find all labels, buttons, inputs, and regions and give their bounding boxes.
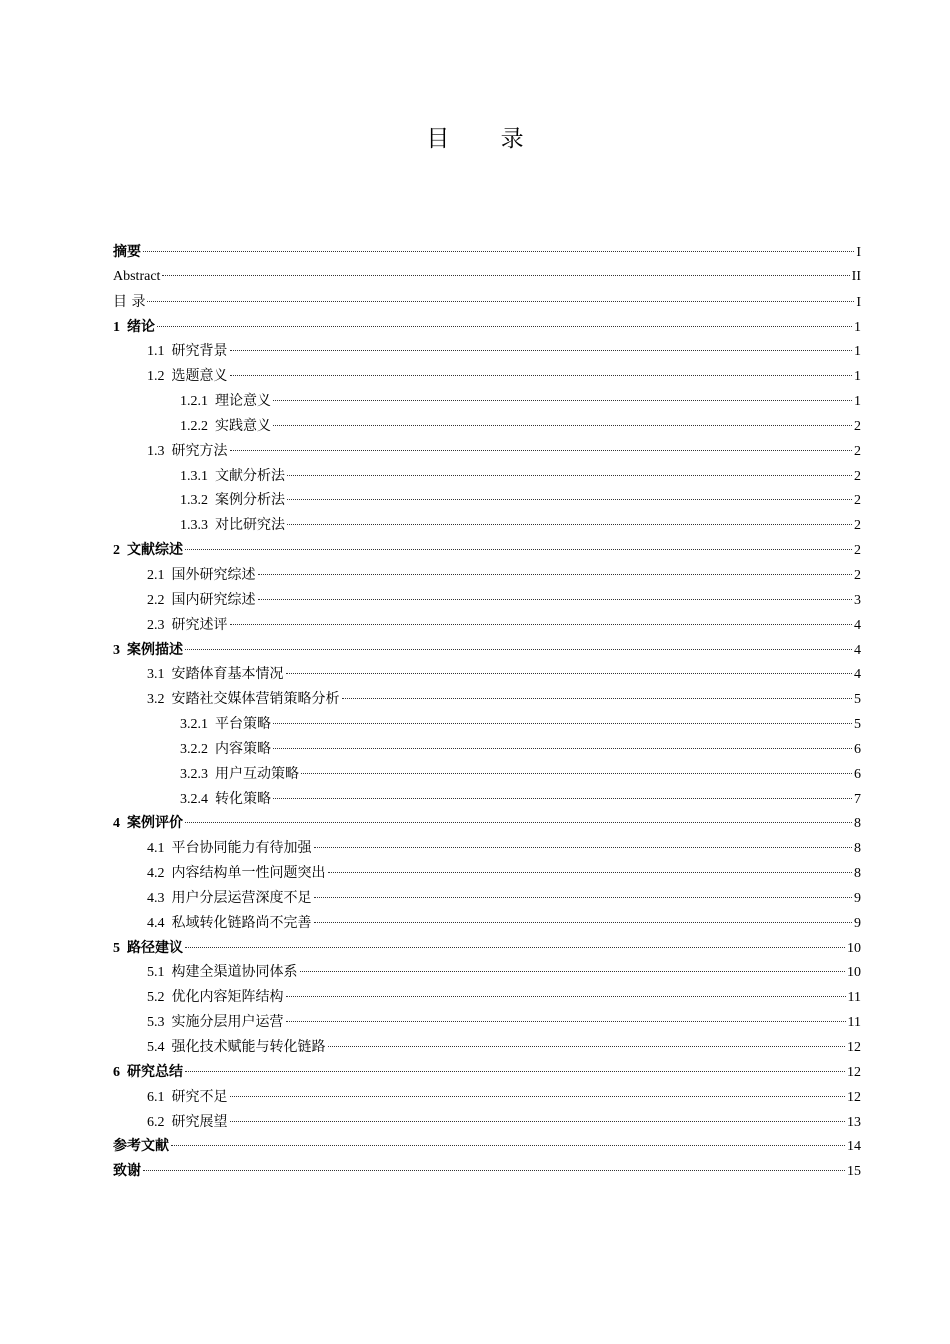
toc-entry-page-number: 5 (854, 717, 861, 733)
dot-leader (273, 723, 852, 724)
toc-entry-number: 1.3.2 (180, 493, 208, 509)
toc-entry[interactable] (113, 812, 861, 837)
toc-entry-number: 3 (113, 642, 120, 658)
toc-entry-label (147, 589, 256, 612)
toc-entry[interactable] (113, 663, 861, 688)
dot-leader (328, 872, 853, 873)
toc-entry-text: 研究展望 (171, 1113, 228, 1130)
toc-entry-page-number: 10 (847, 965, 861, 981)
toc-entry-text: 平台策略 (215, 716, 271, 733)
toc-entry-page-number: II (851, 268, 861, 284)
toc-entry-page-number: 5 (854, 692, 861, 708)
dot-leader (143, 1170, 845, 1171)
dot-leader (171, 1145, 845, 1146)
toc-entry[interactable] (113, 837, 861, 862)
toc-entry[interactable] (113, 1011, 861, 1036)
toc-entry-number: 2.2 (147, 592, 165, 608)
dot-leader (286, 673, 853, 674)
toc-entry[interactable] (113, 912, 861, 937)
toc-entry[interactable] (113, 1061, 861, 1086)
toc-entry-label (180, 489, 285, 512)
toc-entry-number: 4.2 (147, 866, 165, 882)
toc-entry-text: 转化策略 (215, 790, 271, 807)
table-of-contents (113, 241, 861, 1185)
toc-entry-text: 实施分层用户运营 (171, 1014, 284, 1031)
toc-entry-text: 平台协同能力有待加强 (171, 840, 312, 857)
dot-leader (258, 574, 853, 575)
toc-entry-text: 内容结构单一性问题突出 (171, 865, 326, 882)
toc-entry-text: 实践意义 (215, 417, 271, 434)
toc-entry-text: 选题意义 (171, 368, 228, 385)
toc-entry-label (147, 365, 228, 388)
toc-entry-label (147, 440, 228, 463)
toc-entry-text: 构建全渠道协同体系 (171, 964, 298, 981)
toc-entry-label (180, 465, 285, 488)
toc-entry-label (180, 713, 271, 736)
toc-entry-number: 1 (113, 319, 120, 335)
dot-leader (287, 524, 852, 525)
toc-entry[interactable] (113, 415, 861, 440)
toc-entry[interactable] (113, 440, 861, 465)
toc-entry-page-number: 6 (854, 741, 861, 757)
toc-entry-page-number: 8 (854, 841, 861, 857)
toc-entry[interactable] (113, 738, 861, 763)
toc-entry-text: 优化内容矩阵结构 (171, 989, 284, 1006)
dot-leader (185, 822, 852, 823)
toc-entry-number: 4.4 (147, 915, 165, 931)
toc-entry-page-number: 6 (854, 766, 861, 782)
toc-entry-page-number: 12 (847, 1064, 861, 1080)
toc-entry-label (147, 340, 228, 363)
toc-entry-text: 案例分析法 (215, 492, 285, 509)
toc-entry-text: 用户互动策略 (215, 765, 299, 782)
toc-entry-page-number: 2 (854, 468, 861, 484)
toc-entry-label (147, 1111, 228, 1134)
dot-leader (342, 698, 853, 699)
toc-entry-number: 2 (113, 543, 120, 559)
toc-entry-text: 对比研究法 (215, 517, 285, 534)
toc-entry-text: 研究述评 (171, 616, 228, 633)
toc-entry-page-number: 11 (847, 990, 861, 1006)
toc-entry[interactable] (113, 614, 861, 639)
toc-entry-page-number: 11 (847, 1015, 861, 1031)
toc-entry-page-number: 2 (854, 493, 861, 509)
dot-leader (230, 350, 853, 351)
toc-entry-page-number: I (856, 294, 861, 310)
toc-entry[interactable] (113, 291, 861, 316)
dot-leader (286, 996, 846, 997)
toc-entry-number: 3.1 (147, 667, 165, 683)
toc-entry-label (147, 564, 256, 587)
toc-entry-number: 3.2.2 (180, 741, 208, 757)
toc-entry-number: 1.3 (147, 443, 165, 459)
toc-entry-label (147, 961, 298, 984)
toc-entry-text: 研究总结 (127, 1063, 183, 1080)
toc-entry-number: 6.1 (147, 1089, 165, 1105)
toc-entry-label (147, 1036, 326, 1059)
toc-entry-text: 参考文献 (113, 1138, 169, 1155)
toc-entry-text: 摘要 (113, 244, 141, 260)
toc-entry-label (180, 738, 271, 761)
dot-leader (162, 275, 849, 276)
toc-entry-page-number: 9 (854, 915, 861, 931)
toc-entry[interactable] (113, 862, 861, 887)
toc-entry-page-number: 4 (854, 667, 861, 683)
toc-entry-page-number: 2 (854, 418, 861, 434)
toc-entry-page-number: 2 (854, 543, 861, 559)
toc-entry-label (113, 241, 141, 263)
toc-entry-text: 案例评价 (127, 815, 183, 832)
toc-entry-number: 5.3 (147, 1015, 165, 1031)
toc-entry[interactable] (113, 639, 861, 664)
toc-entry-label (180, 415, 271, 438)
toc-entry[interactable] (113, 1086, 861, 1111)
dot-leader (157, 326, 852, 327)
toc-entry-number: 4.1 (147, 841, 165, 857)
toc-entry[interactable] (113, 390, 861, 415)
dot-leader (273, 748, 852, 749)
toc-entry-text: 文献综述 (127, 542, 183, 559)
toc-entry-text: 研究不足 (171, 1088, 228, 1105)
toc-entry-label (147, 1011, 284, 1034)
dot-leader (147, 301, 854, 302)
toc-entry-page-number: 3 (854, 592, 861, 608)
toc-entry-number: 3.2.3 (180, 766, 208, 782)
dot-leader (185, 649, 852, 650)
toc-entry-text: 研究背景 (171, 343, 228, 360)
dot-leader (273, 798, 852, 799)
dot-leader (314, 897, 853, 898)
toc-entry-page-number: 7 (854, 791, 861, 807)
toc-entry-text: 内容策略 (215, 740, 271, 757)
toc-entry-text: 私域转化链路尚不完善 (171, 914, 312, 931)
toc-entry[interactable] (113, 788, 861, 813)
toc-entry-label (180, 514, 285, 537)
toc-entry-number: 5.4 (147, 1040, 165, 1055)
toc-entry-page-number: 1 (854, 369, 861, 385)
toc-entry-number: 1.3.3 (180, 518, 208, 534)
toc-entry-page-number: 2 (854, 567, 861, 583)
toc-entry-label (113, 937, 183, 960)
toc-entry-text: 研究方法 (171, 442, 228, 459)
toc-entry-number: 4 (113, 816, 120, 832)
toc-entry-number: 6 (113, 1064, 120, 1080)
toc-entry-page-number: 13 (847, 1114, 861, 1130)
toc-entry-number: 5 (113, 940, 120, 956)
toc-entry[interactable] (113, 688, 861, 713)
toc-entry-page-number: 2 (854, 518, 861, 534)
toc-entry-page-number: 1 (854, 394, 861, 410)
toc-entry-label (113, 316, 155, 339)
toc-entry[interactable] (113, 763, 861, 788)
toc-entry[interactable] (113, 365, 861, 390)
toc-entry-page-number: 8 (854, 866, 861, 882)
toc-entry-page-number: 8 (854, 816, 861, 832)
dot-leader (286, 1021, 846, 1022)
toc-entry-page-number: 12 (847, 1089, 861, 1105)
toc-entry-page-number: 1 (854, 319, 861, 335)
toc-entry-label (147, 1086, 228, 1109)
toc-entry[interactable] (113, 1135, 861, 1160)
toc-entry-text: 案例描述 (127, 641, 183, 658)
toc-entry-text: 国外研究综述 (171, 566, 256, 583)
toc-entry[interactable] (113, 489, 861, 514)
dot-leader (300, 971, 846, 972)
toc-entry-page-number: 9 (854, 890, 861, 906)
toc-entry-number: 1.2.2 (180, 418, 208, 434)
toc-entry[interactable] (113, 266, 861, 291)
toc-entry[interactable] (113, 564, 861, 589)
toc-entry-number: 2.3 (147, 617, 165, 633)
toc-entry-label (147, 663, 284, 686)
toc-entry-label (113, 1061, 183, 1084)
toc-entry[interactable] (113, 1111, 861, 1136)
dot-leader (258, 599, 853, 600)
dot-leader (314, 922, 853, 923)
toc-entry-text: 用户分层运营深度不足 (171, 889, 312, 906)
toc-entry-label (113, 812, 183, 835)
dot-leader (230, 450, 853, 451)
toc-entry-page-number: 15 (847, 1164, 861, 1180)
toc-entry-text: 强化技术赋能与转化链路 (171, 1039, 326, 1055)
toc-entry-page-number: 4 (854, 617, 861, 633)
toc-entry-label (113, 266, 160, 288)
toc-entry[interactable] (113, 961, 861, 986)
dot-leader (185, 549, 852, 550)
toc-entry-text: 绪论 (127, 318, 155, 335)
dot-leader (230, 375, 853, 376)
toc-entry-text: 路径建议 (127, 939, 183, 956)
toc-entry-number: 5.2 (147, 990, 165, 1006)
toc-entry[interactable] (113, 340, 861, 365)
dot-leader (185, 1071, 845, 1072)
toc-entry-label (180, 788, 271, 811)
toc-entry-text: 安踏体育基本情况 (171, 666, 284, 683)
toc-entry-number: 1.2 (147, 369, 165, 385)
dot-leader (230, 1121, 846, 1122)
toc-entry-label (147, 912, 312, 935)
dot-leader (314, 847, 853, 848)
toc-entry-number: 1.2.1 (180, 394, 208, 410)
toc-entry-number: 4.3 (147, 890, 165, 906)
toc-entry-label (147, 862, 326, 885)
dot-leader (328, 1046, 846, 1047)
dot-leader (143, 251, 854, 252)
toc-entry-text: 安踏社交媒体营销策略分析 (171, 691, 340, 708)
toc-entry-number: 3.2.4 (180, 791, 208, 807)
toc-entry-page-number: I (856, 245, 861, 260)
toc-entry-label (180, 390, 271, 413)
toc-entry-label (113, 1135, 169, 1157)
dot-leader (287, 499, 852, 500)
toc-entry[interactable] (113, 986, 861, 1011)
dot-leader (287, 475, 852, 476)
toc-entry[interactable] (113, 465, 861, 490)
toc-entry-label (113, 1160, 141, 1182)
toc-entry-label (147, 986, 284, 1009)
toc-entry-number: 3.2.1 (180, 717, 208, 733)
toc-entry-label (147, 837, 312, 860)
toc-entry-text: 致谢 (113, 1163, 141, 1180)
toc-entry-number: 5.1 (147, 965, 165, 981)
toc-entry-label (147, 614, 228, 637)
toc-entry[interactable] (113, 514, 861, 539)
toc-entry-label (180, 763, 299, 786)
toc-entry-text: 理论意义 (215, 393, 271, 410)
toc-entry-label (147, 887, 312, 910)
toc-entry-number: 1.1 (147, 344, 165, 360)
toc-entry-page-number: 1 (854, 344, 861, 360)
toc-entry-page-number: 10 (847, 940, 861, 956)
toc-entry[interactable] (113, 589, 861, 614)
toc-entry-label (113, 639, 183, 662)
toc-entry-page-number: 12 (847, 1040, 861, 1055)
toc-entry-number: 3.2 (147, 692, 165, 708)
toc-entry-label (113, 291, 145, 313)
toc-entry-label (113, 539, 183, 562)
toc-entry-text: Abstract (113, 268, 161, 284)
toc-entry[interactable] (113, 316, 861, 341)
dot-leader (301, 773, 852, 774)
toc-entry[interactable] (113, 713, 861, 738)
toc-entry-page-number: 4 (854, 642, 861, 658)
toc-entry-text: 国内研究综述 (171, 591, 256, 608)
toc-entry-text: 目 录 (113, 293, 146, 310)
dot-leader (230, 624, 853, 625)
toc-entry-number: 2.1 (147, 567, 165, 583)
dot-leader (273, 425, 852, 426)
toc-entry-number: 1.3.1 (180, 468, 208, 484)
dot-leader (185, 947, 845, 948)
toc-entry-text: 文献分析法 (215, 467, 285, 484)
toc-entry[interactable] (113, 937, 861, 962)
toc-entry[interactable] (113, 1160, 861, 1185)
dot-leader (273, 400, 852, 401)
toc-entry-label (147, 688, 340, 711)
toc-entry[interactable] (113, 539, 861, 564)
dot-leader (230, 1096, 846, 1097)
toc-entry-page-number: 14 (847, 1139, 861, 1155)
toc-entry[interactable] (113, 887, 861, 912)
page-title: 目 录 (426, 126, 546, 152)
toc-entry-page-number: 2 (854, 443, 861, 459)
toc-entry-number: 6.2 (147, 1114, 165, 1130)
toc-entry[interactable] (113, 1036, 861, 1061)
toc-entry[interactable] (113, 241, 861, 266)
